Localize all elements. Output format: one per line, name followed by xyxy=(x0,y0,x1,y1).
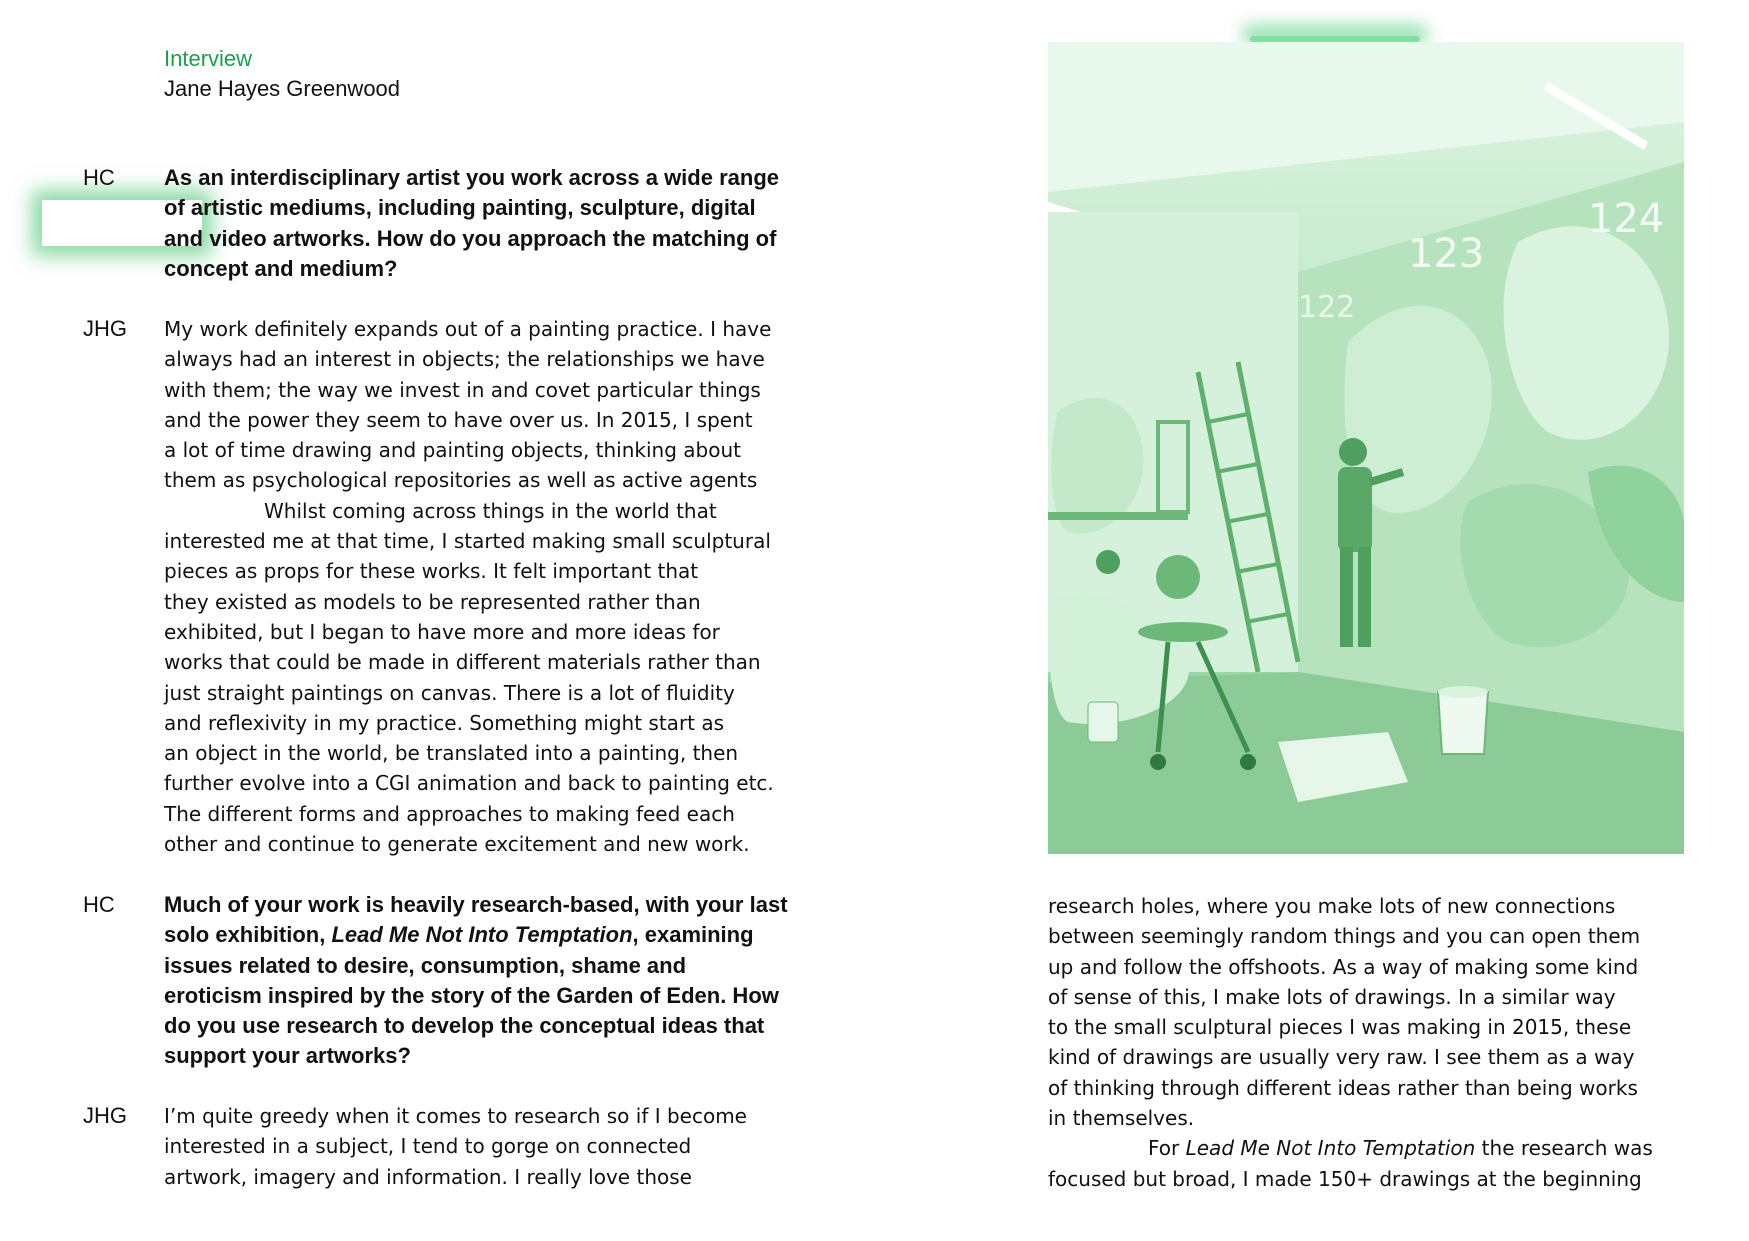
mural-number: 124 xyxy=(1588,196,1665,242)
text-line: with them; the way we invest in and covet particular things xyxy=(164,377,761,402)
author-name: Jane Hayes Greenwood xyxy=(164,76,401,101)
text-line: As an interdisciplinary artist you work across a wide range xyxy=(164,165,779,190)
text-line-indented: Whilst coming across things in the world that xyxy=(264,498,717,523)
text-line: up and follow the offshoots. As a way of making some kind xyxy=(1048,954,1639,979)
text-line: and the power they seem to have over us. In 2015, I spent xyxy=(164,407,753,432)
text-line: pieces as props for these works. It felt important that xyxy=(164,559,699,584)
text-line: I’m quite greedy when it comes to research so if I become xyxy=(164,1104,747,1128)
text-line: interested me at that time, I started making small sculptural xyxy=(164,529,771,554)
section-label: Interview xyxy=(164,46,253,71)
text-line: of artistic mediums, including painting, sculpture, digital xyxy=(164,195,756,221)
text-line: support your artworks? xyxy=(164,1043,411,1069)
mural-number: 123 xyxy=(1408,231,1485,277)
text-line: of thinking through different ideas rather than being works xyxy=(1048,1075,1638,1100)
text-line: issues related to desire, consumption, shame and xyxy=(164,952,687,978)
text-line: artwork, imagery and information. I really love those xyxy=(164,1164,692,1189)
text-line: My work definitely expands out of a painting practice. I have xyxy=(164,317,772,341)
exhibition-title: Lead Me Not Into Temptation xyxy=(1185,1136,1476,1161)
speaker-label: JHG xyxy=(83,1103,127,1128)
question-1 xyxy=(164,163,804,284)
text-line: they existed as models to be represented rather than xyxy=(164,589,701,614)
text-line-with-title: For Lead Me Not Into Temptation the research was xyxy=(1148,1136,1653,1161)
studio-photo-illustration xyxy=(1048,42,1684,854)
text-line: concept and medium? xyxy=(164,255,398,281)
text-line: kind of drawings are usually very raw. I see them as a way xyxy=(1048,1045,1635,1070)
text-line: interested in a subject, I tend to gorge on connected xyxy=(164,1134,692,1159)
left-page xyxy=(0,0,874,1241)
text-line: an object in the world, be translated into a painting, then xyxy=(164,741,739,766)
text-line: other and continue to generate excitement and new work. xyxy=(164,832,750,857)
text-line: further evolve into a CGI animation and back to painting etc. xyxy=(164,771,774,796)
speaker-label: JHG xyxy=(83,316,127,341)
exhibition-title: Lead Me Not Into Temptation xyxy=(331,922,633,948)
answer-1 xyxy=(164,314,804,859)
text-line: just straight paintings on canvas. There is a lot of fluidity xyxy=(164,680,735,705)
text-line: focused but broad, I made 150+ drawings at the beginning xyxy=(1048,1166,1642,1191)
text-line: a lot of time drawing and painting objects, thinking about xyxy=(164,438,741,463)
text-line: them as psychological repositories as well as active agents xyxy=(164,468,758,493)
text-line: Much of your work is heavily research-based, with your last xyxy=(164,892,788,917)
text-line: of sense of this, I make lots of drawings. In a similar way xyxy=(1048,984,1616,1009)
text-line: in themselves. xyxy=(1048,1106,1195,1131)
speaker-label: HC xyxy=(83,892,115,917)
text-line: The different forms and approaches to making feed each xyxy=(164,801,735,826)
text-line: between seemingly random things and you can open them xyxy=(1048,924,1641,949)
text-line: and reflexivity in my practice. Something might start as xyxy=(164,710,725,735)
text-line: and video artworks. How do you approach the matching of xyxy=(164,225,777,251)
text-line: works that could be made in different materials rather than xyxy=(164,650,761,675)
text-line: research holes, where you make lots of new connections xyxy=(1048,894,1616,918)
text-line: eroticism inspired by the story of the Garden of Eden. How xyxy=(164,982,779,1008)
text-line: to the small sculptural pieces I was making in 2015, these xyxy=(1048,1015,1632,1040)
question-2 xyxy=(164,890,804,1072)
text-line: do you use research to develop the conceptual ideas that xyxy=(164,1013,765,1039)
studio-photo xyxy=(1048,42,1684,854)
speaker-label: HC xyxy=(83,165,115,190)
mural-number: 122 xyxy=(1298,290,1356,325)
right-column-text xyxy=(1048,891,1708,1194)
text-line-with-title: solo exhibition, Lead Me Not Into Temptation, examining xyxy=(164,922,754,948)
text-line: exhibited, but I began to have more and more ideas for xyxy=(164,619,720,644)
text-line: always had an interest in objects; the relationships we have xyxy=(164,347,765,372)
answer-2 xyxy=(164,1101,804,1192)
